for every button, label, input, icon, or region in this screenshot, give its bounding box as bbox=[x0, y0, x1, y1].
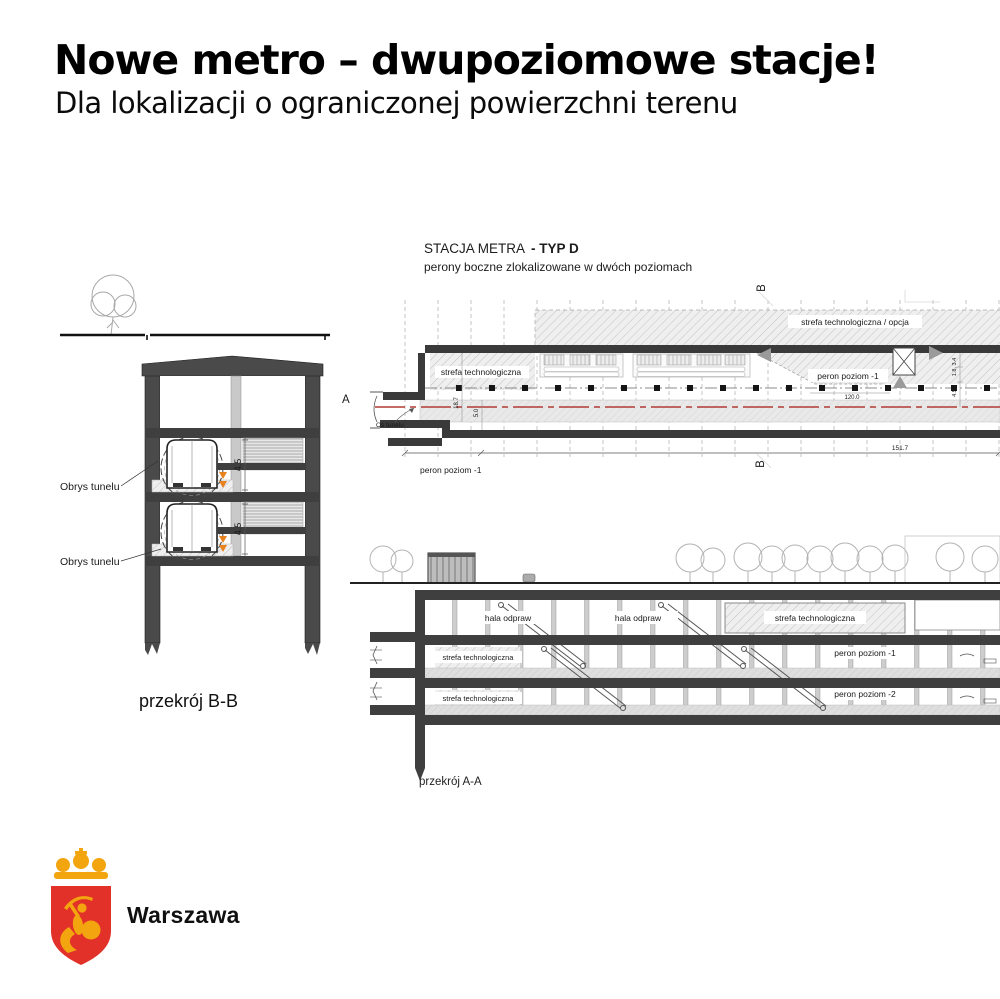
train-lower bbox=[167, 504, 217, 552]
label-hala-1: hala odpraw bbox=[484, 613, 532, 623]
dim-151-7: 151.7 bbox=[891, 445, 909, 452]
label-strefa-opcja: strefa technologiczna / opcja bbox=[801, 317, 909, 327]
dim-18-7: 18.7 bbox=[454, 397, 460, 409]
marker-b-bottom: B bbox=[755, 460, 767, 468]
lift-shaft bbox=[893, 348, 915, 375]
label-strefa-left: strefa technologiczna bbox=[440, 367, 522, 377]
platform-strip bbox=[420, 400, 1000, 422]
section-bb-caption: przekrój B-B bbox=[139, 691, 239, 711]
marker-b-top: B bbox=[756, 284, 768, 292]
plan-heading-main: STACJA METRA bbox=[424, 241, 526, 256]
page-subtitle: Dla lokalizacji o ograniczonej powierzchni terenu bbox=[55, 86, 738, 120]
option-zone bbox=[535, 310, 1000, 345]
escalator-bank-2 bbox=[633, 354, 750, 377]
crown-icon bbox=[54, 848, 108, 879]
dim-chain-a: 1.8, 3.4 bbox=[952, 357, 958, 377]
section-aa-caption: przekrój A-A bbox=[419, 776, 482, 788]
side-box bbox=[915, 600, 1000, 630]
dim-5-0: 5.0 bbox=[474, 408, 480, 418]
label-peron-1: peron poziom -1 bbox=[817, 371, 879, 381]
label-hala-2: hala odpraw bbox=[614, 613, 662, 623]
dim-level-lower: 4.5 bbox=[233, 522, 243, 536]
dim-level-upper: 4.5 bbox=[233, 458, 243, 472]
section-bb-drawing bbox=[45, 258, 345, 718]
label-strefa-top: strefa technologiczna bbox=[774, 613, 856, 623]
car-icon bbox=[523, 574, 535, 582]
brand-wordmark: Warszawa bbox=[127, 902, 240, 928]
marker-a: A bbox=[342, 394, 350, 406]
platform-strip-l2 bbox=[420, 705, 1000, 715]
svg-text:Obrys tunelu: Obrys tunelu bbox=[60, 556, 120, 568]
dim-chain-b: 4.5 bbox=[952, 389, 958, 397]
label-strefa-l1: strefa technologiczna bbox=[442, 653, 514, 662]
tree-icon bbox=[91, 275, 136, 335]
plan-heading bbox=[424, 241, 579, 256]
platform-strip-l1 bbox=[420, 668, 1000, 678]
label-peron-l2: peron poziom -2 bbox=[834, 689, 896, 699]
ground-line bbox=[60, 335, 330, 340]
column-row bbox=[456, 385, 1000, 391]
plan-heading-type: - TYP D bbox=[531, 241, 579, 256]
label-peron-l1: peron poziom -1 bbox=[834, 648, 896, 658]
section-aa-drawing bbox=[340, 528, 1000, 798]
label-strefa-l2: strefa technologiczna bbox=[442, 694, 514, 703]
escalator-bank-1 bbox=[540, 354, 623, 377]
plan-drawing bbox=[340, 272, 1000, 487]
dim-120-0: 120.0 bbox=[844, 395, 860, 401]
plan-subheading: perony boczne zlokalizowane w dwóch poziomach bbox=[424, 260, 693, 274]
train-upper bbox=[167, 440, 217, 488]
label-os-tunelu: Oś tunelu bbox=[376, 422, 404, 429]
obrys-tunelu-upper bbox=[60, 461, 158, 493]
page-title: Nowe metro – dwupoziomowe stacje! bbox=[54, 36, 879, 84]
svg-text:Obrys tunelu: Obrys tunelu bbox=[60, 481, 120, 493]
entrance-building bbox=[428, 553, 475, 583]
label-peron-1-outside: peron poziom -1 bbox=[420, 465, 482, 475]
warsaw-crest-icon bbox=[44, 846, 120, 968]
